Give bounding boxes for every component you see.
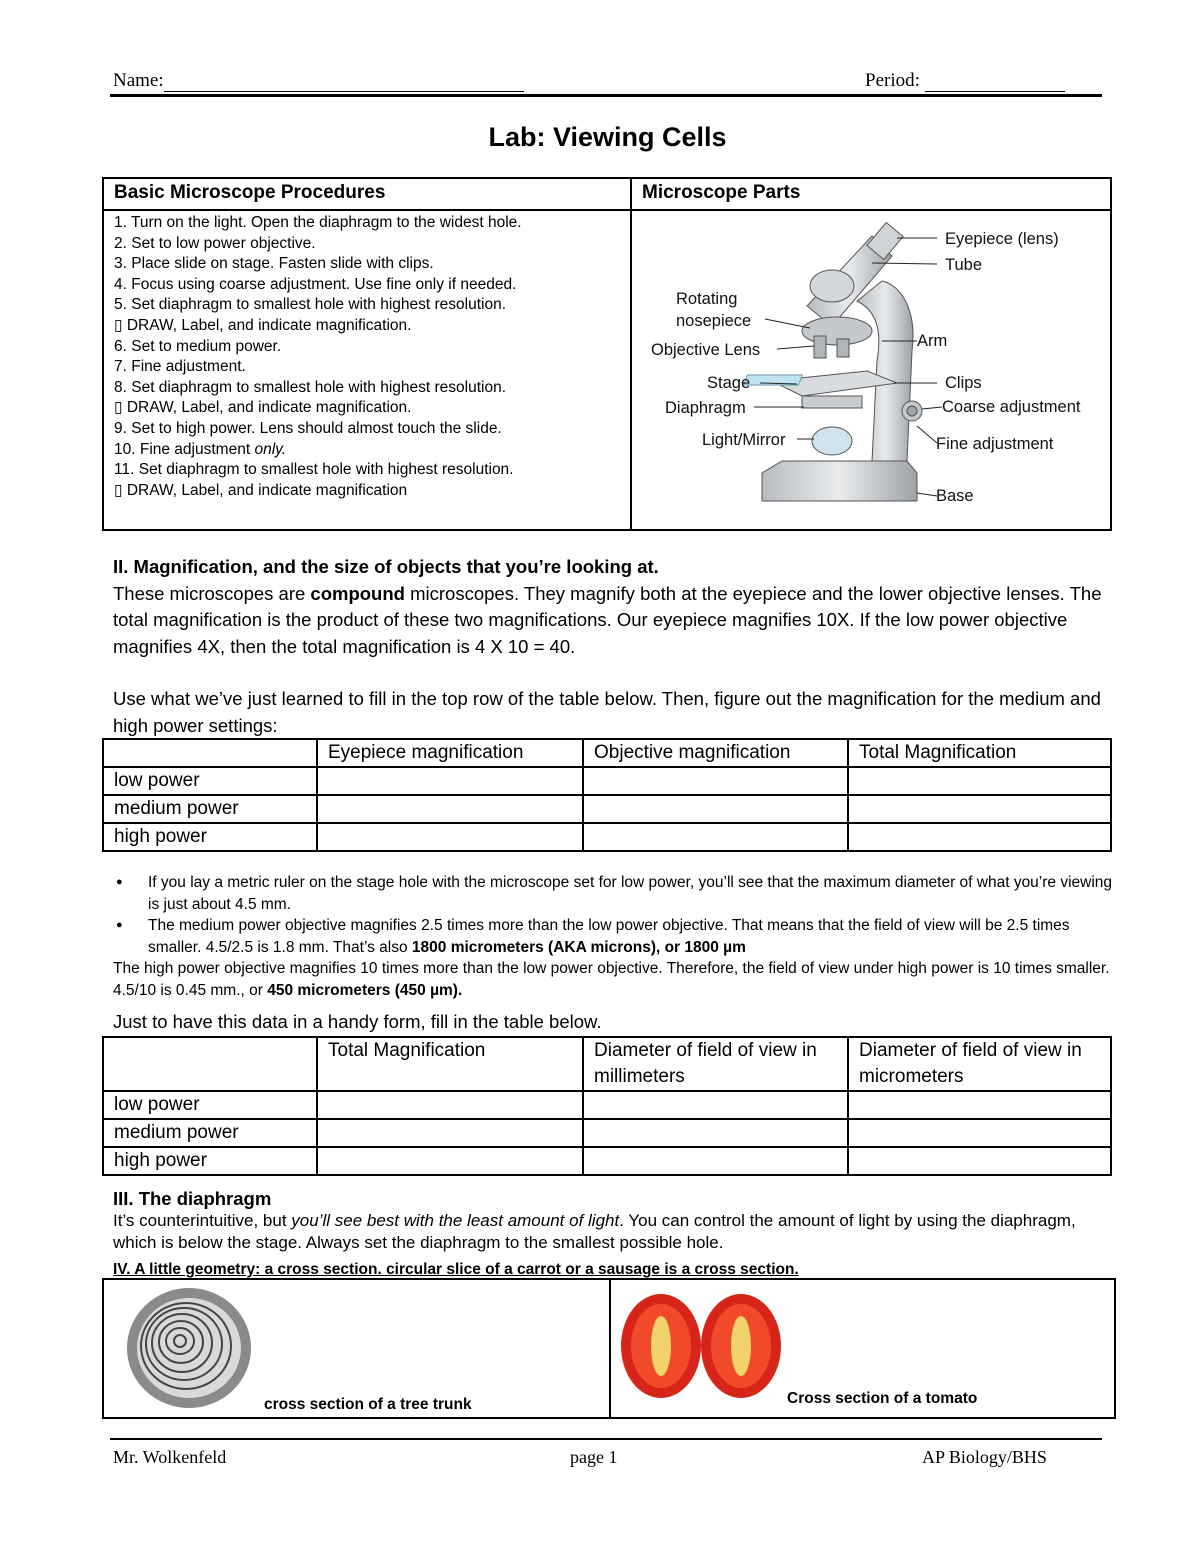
blank-cell[interactable]: [317, 767, 583, 795]
table-row: [103, 767, 1111, 795]
note-text: The high power objective magnifies 10 times more than the low power objective. Therefore, the field of view under high power is 10 times smaller. 4.5/10 is 0.45 mm., or: [113, 960, 1110, 999]
table-row: [103, 1091, 1111, 1119]
bullet-item: ● If you lay a metric ruler on the stage hole with the microscope set for low power, you’ll see that the maximum diameter of what you’re viewing is just about 4.5 mm.: [113, 872, 1113, 915]
procedure-step: 4. Focus using coarse adjustment. Use fine only if needed.: [114, 275, 517, 293]
procedure-step: 9. Set to high power. Lens should almost touch the slide.: [114, 419, 502, 437]
blank-cell[interactable]: [317, 1119, 583, 1147]
blank-cell[interactable]: [583, 1091, 848, 1119]
leader-line: [922, 407, 942, 409]
tomato-caption: Cross section of a tomato: [787, 1390, 978, 1407]
row-label: medium power: [103, 1119, 317, 1147]
procedure-step: 2. Set to low power objective.: [114, 234, 316, 252]
procedure-step: 7. Fine adjustment.: [114, 358, 246, 376]
period-field: [865, 70, 1065, 92]
procedures-header: Basic Microscope Procedures: [103, 178, 631, 210]
fine-knob: [907, 406, 917, 416]
table-row: [103, 823, 1111, 851]
name-blank: [164, 73, 524, 92]
leader-line: [777, 346, 814, 349]
note-bold: 450 micrometers (450 µm).: [267, 981, 463, 999]
tomato-image: [619, 1286, 784, 1401]
section2-text: These microscopes are: [113, 582, 311, 604]
section2-instruction: Use what we’ve just learned to fill in the top row of the table below. Then, figure out the magnification for the medium and high power settings:: [113, 688, 1101, 736]
blank-cell[interactable]: [848, 823, 1111, 851]
procedure-step: [114, 440, 620, 461]
procedure-step: 5. Set diaphragm to smallest hole with highest resolution.: [114, 296, 507, 314]
procedure-step: ▯ DRAW, Label, and indicate magnification.: [114, 316, 412, 334]
label-eyepiece: Eyepiece (lens): [945, 230, 1059, 248]
section2-text: microscopes. They magnify both at the eyepiece and the lower objective lenses. The total magnification is the product of these two magnifications. Our eyepiece magnifies 10X. If the low power objective magnifies 4X, then the total magnification is 4 X 10 = 40.: [113, 582, 1102, 657]
label-coarse: Coarse adjustment: [942, 398, 1081, 416]
period-label: Period:: [865, 70, 920, 91]
label-base: Base: [936, 487, 974, 505]
section2-paragraph: [113, 581, 1103, 661]
blank-cell[interactable]: [848, 1119, 1111, 1147]
parts-header: Microscope Parts: [631, 178, 1111, 210]
label-diaphragm: Diaphragm: [665, 399, 746, 417]
procedures-list: [103, 210, 631, 530]
section3-text: It’s counterintuitive, but: [113, 1211, 292, 1230]
section-magnification: [113, 554, 1103, 660]
procedure-step-text: 10. Fine adjustment: [114, 440, 255, 458]
label-light: Light/Mirror: [702, 431, 786, 449]
microscope-base: [762, 461, 917, 501]
field-of-view-notes: [113, 872, 1113, 1001]
blank-cell[interactable]: [583, 1147, 848, 1175]
row-label: low power: [103, 767, 317, 795]
tomato-seeds-right: [731, 1316, 751, 1376]
table-header: Objective magnification: [583, 739, 848, 767]
name-field: [113, 70, 524, 92]
name-label: Name:: [113, 70, 164, 91]
page-title: Lab: Viewing Cells: [488, 122, 727, 152]
tree-trunk-image: [124, 1286, 254, 1411]
blank-cell[interactable]: [317, 1147, 583, 1175]
bullet-item: [113, 915, 1113, 958]
section-diaphragm: [113, 1188, 1103, 1254]
section4-heading: IV. A little geometry: a cross section. circular slice of a carrot or a sausage is a cross section.: [113, 1261, 799, 1278]
bullet-text: The medium power objective magnifies 2.5 times more than the low power objective. That means that the field of view will be 2.5 times smaller. 4.5/2.5 is 1.8 mm. That’s also: [148, 917, 1070, 956]
procedure-step: 8. Set diaphragm to smallest hole with highest resolution.: [114, 378, 507, 396]
procedure-step: ▯ DRAW, Label, and indicate magnification: [114, 481, 408, 499]
footer-course: AP Biology/BHS: [922, 1447, 1047, 1467]
label-rotating: Rotating: [676, 290, 738, 308]
table-header-row: [103, 1037, 1111, 1091]
leader-line: [917, 493, 937, 496]
diaphragm-shape: [802, 396, 862, 408]
section3-heading: III. The diaphragm: [113, 1188, 272, 1209]
section3-emph: you’ll see best with the least amount of light: [291, 1211, 620, 1230]
procedures-parts-table: [102, 177, 1112, 531]
cross-section-box: [102, 1278, 1116, 1419]
section2-heading: II. Magnification, and the size of objects that you’re looking at.: [113, 556, 659, 577]
label-objective: Objective Lens: [651, 341, 761, 359]
microscope-parts-cell: [631, 210, 1111, 530]
tomato-seeds-left: [651, 1316, 671, 1376]
row-label: high power: [103, 1147, 317, 1175]
row-label: high power: [103, 823, 317, 851]
section3-text: . You can control the amount of light by using the diaphragm, which is below the stage. Always set the diaphragm to the smallest possible hole.: [113, 1211, 1076, 1252]
blank-cell[interactable]: [583, 823, 848, 851]
footer-page: page 1: [570, 1447, 618, 1467]
table-header: Eyepiece magnification: [317, 739, 583, 767]
objective-lens-shape: [814, 336, 826, 358]
blank-cell[interactable]: [583, 795, 848, 823]
procedure-step: 6. Set to medium power.: [114, 337, 282, 355]
procedure-step: 3. Place slide on stage. Fasten slide with clips.: [114, 255, 434, 273]
blank-cell[interactable]: [583, 1119, 848, 1147]
row-label: low power: [103, 1091, 317, 1119]
procedure-step: 1. Turn on the light. Open the diaphragm to the widest hole.: [114, 214, 522, 231]
period-blank: [925, 73, 1065, 92]
table-header: Total Magnification: [848, 739, 1111, 767]
table-header: Total Magnification: [317, 1037, 583, 1091]
footer-author: Mr. Wolkenfeld: [113, 1447, 227, 1467]
row-label: medium power: [103, 795, 317, 823]
fov-intro: Just to have this data in a handy form, fill in the table below.: [113, 1011, 602, 1032]
blank-cell[interactable]: [848, 1147, 1111, 1175]
header-rule: [110, 94, 1102, 97]
table-header: [103, 739, 317, 767]
table-header: Diameter of field of view in millimeters: [583, 1037, 848, 1091]
label-nosepiece: nosepiece: [676, 312, 752, 330]
section2-bold: compound: [310, 582, 405, 604]
procedure-step: ▯ DRAW, Label, and indicate magnification.: [114, 399, 412, 417]
label-clips: Clips: [945, 374, 982, 392]
procedure-step: 11. Set diaphragm to smallest hole with highest resolution.: [114, 461, 514, 479]
trunk-caption: cross section of a tree trunk: [264, 1396, 472, 1413]
microscope-head: [810, 270, 854, 302]
label-tube: Tube: [945, 256, 982, 274]
section3-paragraph: [113, 1210, 1103, 1254]
label-fine: Fine adjustment: [936, 435, 1054, 453]
table-row: [103, 795, 1111, 823]
microscope-diagram: [632, 211, 1110, 524]
leader-line: [765, 319, 810, 328]
label-arm: Arm: [917, 332, 948, 350]
blank-cell[interactable]: [848, 795, 1111, 823]
objective-lens-shape: [837, 339, 849, 357]
procedure-step-emph: only.: [254, 440, 287, 458]
field-of-view-table: [102, 1036, 1112, 1176]
table-row: [103, 1119, 1111, 1147]
table-row: [103, 1147, 1111, 1175]
blank-cell[interactable]: [848, 1091, 1111, 1119]
table-header-row: [103, 739, 1111, 767]
table-header: Diameter of field of view in micrometers: [848, 1037, 1111, 1091]
cross-section-divider: [609, 1280, 611, 1417]
blank-cell[interactable]: [317, 1091, 583, 1119]
mirror-shape: [812, 427, 852, 455]
table-header: [103, 1037, 317, 1091]
magnification-table: [102, 738, 1112, 852]
label-stage: Stage: [707, 374, 751, 392]
blank-cell[interactable]: [317, 795, 583, 823]
blank-cell[interactable]: [848, 767, 1111, 795]
bullet-bold: 1800 micrometers (AKA microns), or 1800 µm: [411, 938, 746, 956]
blank-cell[interactable]: [317, 823, 583, 851]
leader-line: [917, 426, 937, 443]
blank-cell[interactable]: [583, 767, 848, 795]
footer-rule: [110, 1438, 1102, 1440]
note-paragraph: [113, 958, 1113, 1001]
